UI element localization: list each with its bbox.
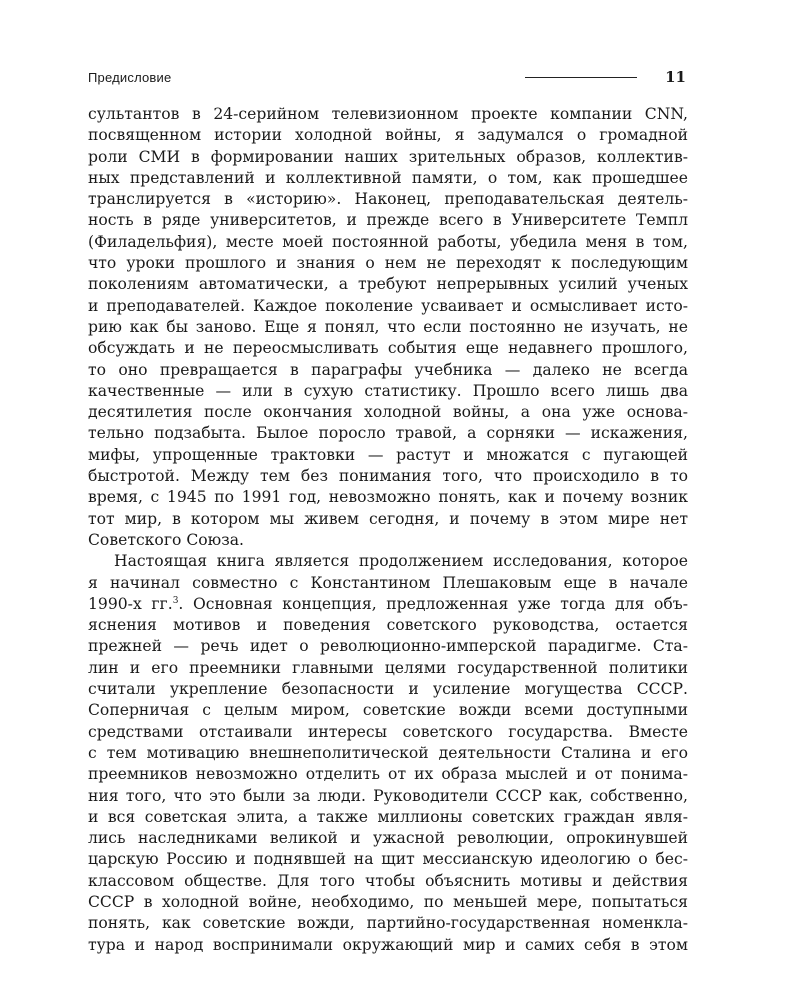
text-line: что уроки прошлого и знания о нем не переходят к последующим	[88, 254, 688, 273]
text-line: Соперничая с целым миром, советские вожди всеми доступными	[88, 701, 688, 720]
section-title: Предисловие	[88, 70, 172, 85]
text-line: время, с 1945 по 1991 год, невозможно понять, как и почему возник	[88, 488, 688, 507]
text-line: прежней — речь идет о революционно-имперской парадигме. Ста-	[88, 637, 688, 656]
book-page	[88, 66, 688, 954]
text-line: ность в ряде университетов, и прежде всего в Университете Темпл	[88, 211, 688, 230]
text-line: преемников невозможно отделить от их образа мыслей и от понима-	[88, 765, 688, 784]
paragraph-2	[88, 551, 688, 956]
running-head	[88, 66, 688, 90]
text-line: посвященном истории холодной войны, я задумался о громадной	[88, 126, 688, 145]
text-line: десятилетия после окончания холодной войны, а она уже основа-	[88, 403, 688, 422]
text-line: и вся советская элита, а также миллионы советских граждан явля-	[88, 807, 688, 826]
text-line: классовом обществе. Для того чтобы объяснить мотивы и действия	[88, 871, 688, 890]
text-line: тот мир, в котором мы живем сегодня, и почему в этом мире нет	[88, 509, 688, 528]
text-line: Настоящая книга является продолжением исследования, которое	[114, 552, 688, 571]
text-line: то оно превращается в параграфы учебника — далеко не всегда	[88, 360, 688, 379]
body-text	[88, 104, 688, 956]
text-line: тура и народ воспринимали окружающий мир и самих себя в этом	[88, 935, 688, 954]
header-rule	[525, 77, 637, 78]
text-line: лин и его преемники главными целями государственной политики	[88, 658, 688, 677]
text-line: с тем мотивацию внешнеполитической деятельности Сталина и его	[88, 743, 688, 762]
text-line: Советского Союза.	[88, 530, 244, 549]
text-line: считали укрепление безопасности и усиление могущества СССР.	[88, 680, 688, 699]
paragraph-1	[88, 104, 688, 551]
text-line: рию как бы заново. Еще я понял, что если постоянно не изучать, не	[88, 317, 688, 336]
text-line-with-footnote	[88, 594, 688, 615]
text-fragment: . Основная концепция, предложенная уже тогда для объ-	[178, 594, 688, 613]
text-line: ния того, что это были за люди. Руководители СССР как, собственно,	[88, 786, 688, 805]
text-line: СССР в холодной войне, необходимо, по меньшей мере, попытаться	[88, 892, 688, 911]
text-line: ных представлений и коллективной памяти, о том, как прошедшее	[88, 168, 688, 187]
text-line: качественные — или в сухую статистику. Прошло всего лишь два	[88, 381, 688, 400]
footnote-reference[interactable]: 3	[172, 595, 179, 606]
text-line: сультантов в 24-серийном телевизионном проекте компании CNN,	[88, 105, 688, 123]
text-line: понять, как советские вожди, партийно-государственная номенкла-	[88, 914, 688, 933]
text-line: и преподавателей. Каждое поколение усваивает и осмысливает исто-	[88, 296, 688, 315]
text-line: транслируется в «историю». Наконец, преподавательская деятель-	[88, 190, 688, 209]
text-line: поколениям автоматически, а требуют непрерывных усилий ученых	[88, 275, 688, 294]
text-line: средствами отстаивали интересы советского государства. Вместе	[88, 722, 688, 741]
text-line: быстротой. Между тем без понимания того, что происходило в то	[88, 467, 688, 486]
text-line: лись наследниками великой и ужасной революции, опрокинувшей	[88, 829, 688, 848]
text-line: яснения мотивов и поведения советского руководства, остается	[88, 616, 688, 635]
text-line: царскую Россию и поднявшей на щит мессианскую идеологию о бес-	[88, 850, 688, 869]
text-line: мифы, упрощенные трактовки — растут и множатся с пугающей	[88, 445, 688, 464]
text-line: я начинал совместно с Константином Плешаковым еще в начале	[88, 573, 688, 592]
text-line: обсуждать и не переосмысливать события еще недавнего прошлого,	[88, 339, 688, 358]
text-line: роли СМИ в формировании наших зрительных образов, коллектив-	[88, 147, 688, 166]
text-line: тельно подзабыта. Былое поросло травой, а сорняки — искажения,	[88, 424, 688, 443]
text-fragment: 1990-х гг.	[88, 594, 173, 613]
page-number: 11	[665, 68, 686, 86]
text-line: (Филадельфия), месте моей постоянной работы, убедила меня в том,	[88, 232, 688, 251]
